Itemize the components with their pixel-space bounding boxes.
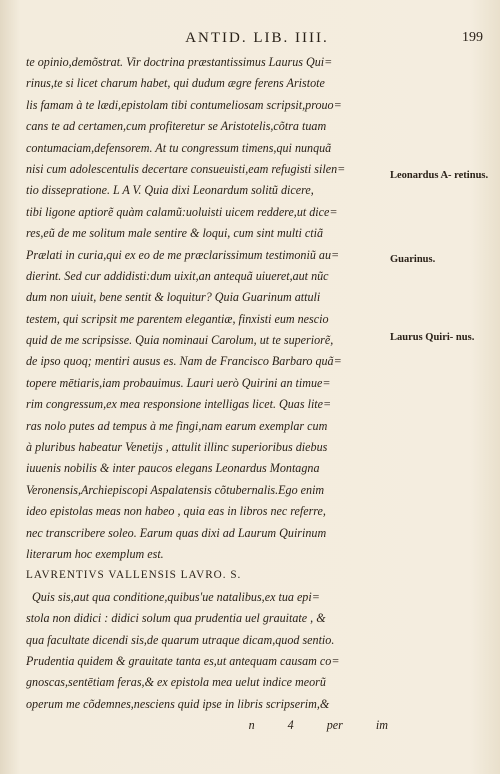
text-line: dum non uiuit, bene sentit & loquitur? Quia Guarinum attuli [26, 290, 321, 305]
letter-heading: LAVRENTIVS VALLENSIS LAVRO. S. [26, 569, 242, 582]
text-line: Prælati in curia,qui ex eo de me præclarissimum testimoniũ au= [26, 247, 340, 262]
text-line: literarum hoc exemplum est. [26, 546, 164, 561]
margin-note-leonardus: Leonardus A- retinus. [390, 170, 489, 181]
text-line: Veronensis,Archiepiscopi Aspalatensis cõtubernalis.Ego enim [26, 482, 325, 497]
text-line: nec transcribere soleo. Earum quas dixi ad Laurum Quirinum [26, 525, 327, 540]
text-line: lis famam à te lædi,epistolam tibi contumeliosam scripsit,prouo= [26, 97, 342, 112]
catchword: per im [326, 718, 388, 733]
text-line: tio dissepratione. L A V. Quia dixi Leonardum solitũ dicere, [26, 183, 314, 198]
margin-note-laurus: Laurus Quiri- nus. [390, 332, 475, 343]
text-line: cans te ad certamen,cum profiteretur se Aristotelis,cõtra tuam [26, 119, 327, 134]
text-line: testem, qui scripsit me parentem elegantiæ, finxisti eum nescio [26, 311, 329, 326]
text-line: tibi ligone aptiorẽ quàm calamũ:uoluisti uicem reddere,ut dice= [26, 204, 338, 219]
text-line: ras nolo putes ad tempus à me fingi,nam earum exemplar cum [26, 418, 328, 433]
folio-number: 199 [462, 30, 483, 45]
letter-line: operum me cõdemnes,nesciens quid ipse in libris scripserim,& [26, 696, 330, 711]
letter-line: stola non didici : didici solum qua prudentia uel grauitate , & [26, 611, 326, 626]
text-line: nisi cum adolescentulis decertare consueuisti,eam refugisti silen= [26, 161, 346, 176]
text-line: à pluribus habeatur Venetijs , attulit illinc superioribus diebus [26, 440, 328, 455]
text-line: contumaciam,defensorem. At tu congressum timens,qui nunquã [26, 140, 332, 155]
text-line: ideo epistolas meas non habeo , quia eas in libros nec referre, [26, 504, 326, 519]
text-line: rim congressum,ex mea responsione intelligas licet. Quas lite= [26, 397, 332, 412]
letter-line: Quis sis,aut qua conditione,quibus'ue natalibus,ex tua epi= [32, 589, 320, 604]
signature-catchword-line [26, 715, 398, 736]
main-text-block [26, 52, 398, 737]
text-line: te opinio,demõstrat. Vir doctrina præstantissimus Laurus Qui= [26, 55, 333, 69]
text-line: topere mētiaris,iam probauimus. Lauri uerò Quirini an timue= [26, 375, 331, 390]
letter-line: qua facultate dicendi sis,de quarum utraque dicam,quod sentio. [26, 632, 335, 647]
margin-note-guarinus: Guarinus. [390, 254, 436, 265]
text-line: de ipso quoq; mentiri ausus es. Nam de Francisco Barbaro quã= [26, 354, 342, 369]
letter-line: gnoscas,sentētiam feras,& ex epistola mea uelut indice meorũ [26, 675, 326, 690]
signature-mark: n 4 [248, 718, 294, 733]
text-line: res,eũ de me solitum male sentire & loqui, cum sint multi ctiã [26, 226, 324, 241]
text-line: rinus,te si licet charum habet, qui dudum ægre ferens Aristote [26, 76, 325, 91]
running-title: ANTID. LIB. IIII. [185, 30, 329, 46]
text-line: dierint. Sed cur addidisti:dum uixit,an antequã uiueret,aut nũc [26, 268, 329, 283]
text-line: quid de me scripsisse. Quia nominaui Carolum, ut te superiorẽ, [26, 333, 334, 348]
text-line: iuuenis nobilis & inter paucos elegans Leonardus Montagna [26, 461, 320, 476]
letter-line: Prudentia quidem & grauitate tanta es,ut antequam causam co= [26, 653, 340, 668]
